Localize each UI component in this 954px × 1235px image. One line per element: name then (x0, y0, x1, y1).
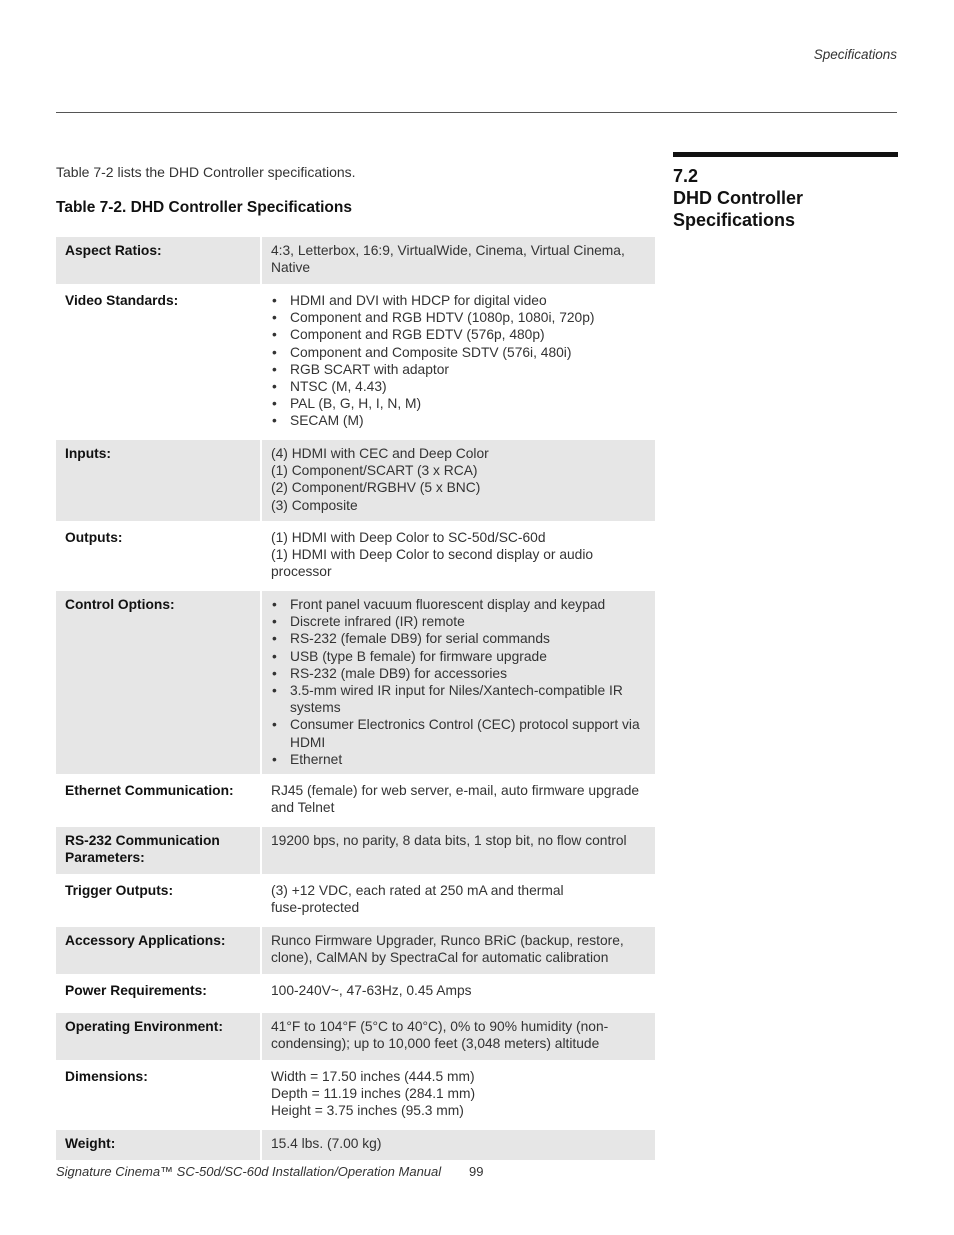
spec-bullet-list (271, 596, 643, 768)
spec-bullet-item: • NTSC (M, 4.43) (271, 378, 643, 395)
spec-row (56, 440, 655, 521)
spec-value (262, 827, 655, 874)
spec-value (262, 1130, 655, 1160)
spec-value (262, 591, 655, 774)
spec-value-line: Height = 3.75 inches (95.3 mm) (271, 1103, 464, 1119)
spec-bullet-item: • Component and Composite SDTV (576i, 480i) (271, 344, 643, 361)
spec-label: RS-232 Communication Parameters: (56, 827, 260, 874)
spec-value (262, 1013, 655, 1060)
spec-table (56, 237, 655, 1163)
spec-bullet-item: • Discrete infrared (IR) remote (271, 613, 643, 630)
spec-row (56, 927, 655, 974)
spec-value-line: 4:3, Letterbox, 16:9, VirtualWide, Cinema, Virtual Cinema, Native (271, 243, 625, 276)
spec-row (56, 1130, 655, 1160)
spec-bullet-item: • 3.5-mm wired IR input for Niles/Xantech-compatible IR systems (271, 682, 643, 716)
spec-bullet-item: • Component and RGB EDTV (576p, 480p) (271, 326, 643, 343)
spec-bullet-item: • SECAM (M) (271, 412, 643, 429)
section-heading (673, 152, 898, 231)
spec-row (56, 591, 655, 774)
section-number: 7.2 (673, 166, 699, 186)
spec-bullet-item: • USB (type B female) for firmware upgrade (271, 648, 643, 665)
spec-bullet-item: • PAL (B, G, H, I, N, M) (271, 395, 643, 412)
spec-label: Dimensions: (65, 1069, 148, 1084)
spec-row (56, 977, 655, 1010)
spec-value-line: Width = 17.50 inches (444.5 mm) (271, 1069, 475, 1084)
spec-label: Trigger Outputs: (65, 883, 174, 898)
spec-value-line: 19200 bps, no parity, 8 data bits, 1 stop bit, no flow control (271, 833, 627, 848)
spec-row (56, 827, 655, 874)
spec-value (262, 237, 655, 284)
page-number: 99 (469, 1164, 484, 1179)
spec-value (262, 977, 655, 1010)
spec-value (262, 440, 655, 521)
table-title: Table 7-2. DHD Controller Specifications (56, 199, 352, 216)
spec-bullet-item: • Consumer Electronics Control (CEC) protocol support via HDMI (271, 716, 643, 750)
spec-value-line: (3) Composite (271, 497, 358, 513)
spec-value-line: Runco Firmware Upgrader, Runco BRiC (backup, restore, clone), CalMAN by SpectraCal for automatic calibration (271, 933, 624, 966)
spec-bullet-list (271, 292, 643, 430)
spec-label: Aspect Ratios: (56, 237, 260, 284)
spec-label: Accessory Applications: (56, 927, 260, 974)
spec-value-line: 100-240V~, 47-63Hz, 0.45 Amps (271, 983, 472, 998)
spec-label: Outputs: (65, 530, 123, 545)
spec-label: Operating Environment: (56, 1013, 260, 1060)
spec-bullet-item: • Ethernet (271, 751, 643, 768)
spec-row (56, 287, 655, 437)
spec-row (56, 777, 655, 824)
spec-value-line: 15.4 lbs. (7.00 kg) (271, 1136, 382, 1151)
spec-label: Control Options: (56, 591, 260, 774)
spec-row (56, 237, 655, 284)
spec-bullet-item: • RS-232 (male DB9) for accessories (271, 665, 643, 682)
spec-bullet-item: • RGB SCART with adaptor (271, 361, 643, 378)
footer-manual-title: Signature Cinema™ SC-50d/SC-60d Installation/Operation Manual (56, 1164, 442, 1179)
spec-label: Power Requirements: (65, 983, 207, 998)
spec-value-line: (1) HDMI with Deep Color to SC-50d/SC-60d (271, 530, 546, 545)
spec-value-line: (2) Component/RGBHV (5 x BNC) (271, 480, 481, 496)
spec-value (262, 877, 655, 924)
spec-bullet-item: • HDMI and DVI with HDCP for digital video (271, 292, 643, 309)
spec-value (262, 777, 655, 824)
spec-label: Weight: (56, 1130, 260, 1160)
spec-row (56, 1063, 655, 1127)
spec-value-line: (3) +12 VDC, each rated at 250 mA and thermal (271, 883, 564, 898)
intro-paragraph: Table 7-2 lists the DHD Controller specifications. (56, 164, 356, 180)
spec-value-line: fuse-protected (271, 900, 360, 916)
spec-value-line: 41°F to 104°F (5°C to 40°C), 0% to 90% humidity (non-condensing); up to 10,000 feet (3,048 meters) altitude (271, 1019, 609, 1052)
spec-value (262, 524, 655, 588)
spec-value-line: RJ45 (female) for web server, e-mail, auto firmware upgrade and Telnet (271, 783, 640, 816)
spec-value (262, 927, 655, 974)
spec-value-line: Depth = 11.19 inches (284.1 mm) (271, 1086, 476, 1102)
spec-label: Video Standards: (65, 293, 179, 308)
spec-row (56, 1013, 655, 1060)
header-rule (56, 112, 897, 113)
spec-row (56, 524, 655, 588)
spec-value (262, 1063, 655, 1127)
spec-label: Ethernet Communication: (65, 783, 234, 798)
spec-value-line: (1) Component/SCART (3 x RCA) (271, 463, 478, 479)
spec-bullet-item: • Front panel vacuum fluorescent display and keypad (271, 596, 643, 613)
spec-value (262, 287, 655, 437)
spec-value-line: (1) HDMI with Deep Color to second display or audio processor (271, 547, 594, 580)
spec-value-line: (4) HDMI with CEC and Deep Color (271, 446, 489, 461)
running-header: Specifications (813, 47, 897, 62)
spec-bullet-item: • Component and RGB HDTV (1080p, 1080i, 720p) (271, 309, 643, 326)
spec-label: Inputs: (56, 440, 260, 521)
section-title: DHD Controller Specifications (673, 188, 803, 230)
spec-row (56, 877, 655, 924)
spec-bullet-item: • RS-232 (female DB9) for serial commands (271, 630, 643, 647)
